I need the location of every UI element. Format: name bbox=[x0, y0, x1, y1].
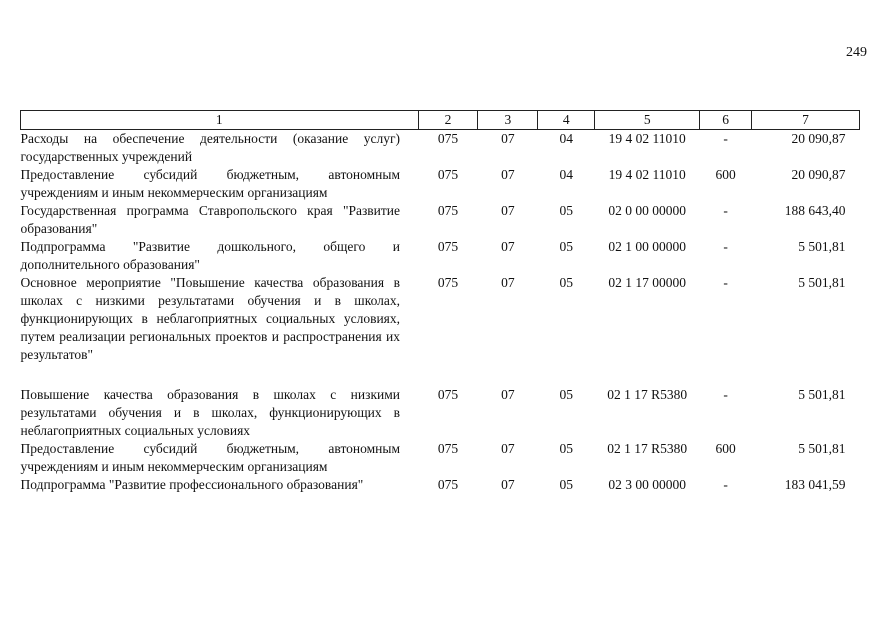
row-expense-type: 600 bbox=[715, 167, 736, 182]
row-amount: 20 090,87 bbox=[791, 131, 846, 146]
header-col-5: 5 bbox=[595, 111, 700, 130]
row-target-code: 02 1 17 00000 bbox=[608, 275, 686, 290]
row-subsection-code: 05 bbox=[559, 477, 574, 492]
row-ministry-code: 075 bbox=[437, 441, 459, 456]
table-row bbox=[21, 202, 860, 238]
table-row bbox=[21, 274, 860, 386]
row-expense-type: - bbox=[723, 387, 728, 402]
row-target-code: 02 1 17 R5380 bbox=[607, 441, 688, 456]
header-col-6: 6 bbox=[700, 111, 752, 130]
row-amount: 5 501,81 bbox=[798, 275, 846, 290]
row-ministry-code: 075 bbox=[437, 203, 459, 218]
row-section-code: 07 bbox=[501, 275, 515, 290]
row-subsection-code: 05 bbox=[559, 275, 574, 290]
row-ministry-code: 075 bbox=[437, 387, 459, 402]
row-description: Предоставление субсидий бюджетным, автономным учреждениям и иным некоммерческим организациям bbox=[20, 441, 401, 474]
row-target-code: 19 4 02 11010 bbox=[608, 131, 686, 146]
row-target-code: 02 3 00 00000 bbox=[608, 477, 686, 492]
header-col-7: 7 bbox=[752, 111, 860, 130]
header-col-1: 1 bbox=[21, 111, 419, 130]
row-expense-type: - bbox=[723, 477, 728, 492]
row-section-code: 07 bbox=[501, 131, 515, 146]
table-row bbox=[21, 238, 860, 274]
row-target-code: 02 0 00 00000 bbox=[608, 203, 686, 218]
row-amount: 183 041,59 bbox=[784, 477, 846, 492]
table-row bbox=[21, 476, 860, 494]
row-description: Подпрограмма "Развитие профессионального образования" bbox=[20, 477, 364, 492]
row-ministry-code: 075 bbox=[437, 131, 459, 146]
row-target-code: 02 1 00 00000 bbox=[608, 239, 686, 254]
row-section-code: 07 bbox=[501, 239, 515, 254]
row-target-code: 19 4 02 11010 bbox=[608, 167, 686, 182]
row-description: Повышение качества образования в школах с низкими результатами обучения и в школах, функционирующих в неблагоприятных социальных условиях bbox=[20, 387, 401, 438]
row-amount: 188 643,40 bbox=[784, 203, 846, 218]
row-expense-type: - bbox=[723, 131, 728, 146]
row-section-code: 07 bbox=[501, 441, 515, 456]
row-subsection-code: 05 bbox=[559, 441, 574, 456]
row-section-code: 07 bbox=[501, 203, 515, 218]
row-description: Расходы на обеспечение деятельности (оказание услуг) государственных учреждений bbox=[20, 131, 401, 164]
row-expense-type: 600 bbox=[715, 441, 736, 456]
row-expense-type: - bbox=[723, 275, 728, 290]
row-section-code: 07 bbox=[501, 167, 515, 182]
header-col-3: 3 bbox=[478, 111, 538, 130]
row-amount: 20 090,87 bbox=[791, 167, 846, 182]
header-col-4: 4 bbox=[538, 111, 595, 130]
row-description: Подпрограмма "Развитие дошкольного, общего и дополнительного образования" bbox=[20, 239, 401, 272]
row-subsection-code: 04 bbox=[559, 167, 574, 182]
row-description: Государственная программа Ставропольского края "Развитие образования" bbox=[20, 203, 401, 236]
row-section-code: 07 bbox=[501, 387, 515, 402]
row-subsection-code: 05 bbox=[559, 387, 574, 402]
header-col-2: 2 bbox=[418, 111, 478, 130]
table-row bbox=[21, 166, 860, 202]
row-description: Предоставление субсидий бюджетным, автономным учреждениям и иным некоммерческим организациям bbox=[20, 167, 401, 200]
row-ministry-code: 075 bbox=[437, 477, 459, 492]
row-subsection-code: 05 bbox=[559, 203, 574, 218]
table-row bbox=[21, 386, 860, 440]
header-row bbox=[21, 111, 860, 130]
row-description: Основное мероприятие "Повышение качества образования в школах с низкими результатами обучения и в школах, функционирующих в неблагоприятных социальных условиях, путем реализации региональных проектов и распространения их результатов" bbox=[20, 275, 401, 362]
row-amount: 5 501,81 bbox=[798, 239, 846, 254]
row-amount: 5 501,81 bbox=[798, 387, 846, 402]
row-ministry-code: 075 bbox=[437, 239, 459, 254]
row-expense-type: - bbox=[723, 239, 728, 254]
table-row bbox=[21, 440, 860, 476]
budget-table bbox=[20, 110, 860, 494]
row-ministry-code: 075 bbox=[437, 275, 459, 290]
row-expense-type: - bbox=[723, 203, 728, 218]
row-amount: 5 501,81 bbox=[798, 441, 846, 456]
row-ministry-code: 075 bbox=[437, 167, 459, 182]
row-subsection-code: 05 bbox=[559, 239, 574, 254]
table-row bbox=[21, 130, 860, 167]
row-subsection-code: 04 bbox=[559, 131, 574, 146]
page-number: 249 bbox=[846, 45, 867, 60]
row-section-code: 07 bbox=[501, 477, 515, 492]
row-target-code: 02 1 17 R5380 bbox=[607, 387, 688, 402]
